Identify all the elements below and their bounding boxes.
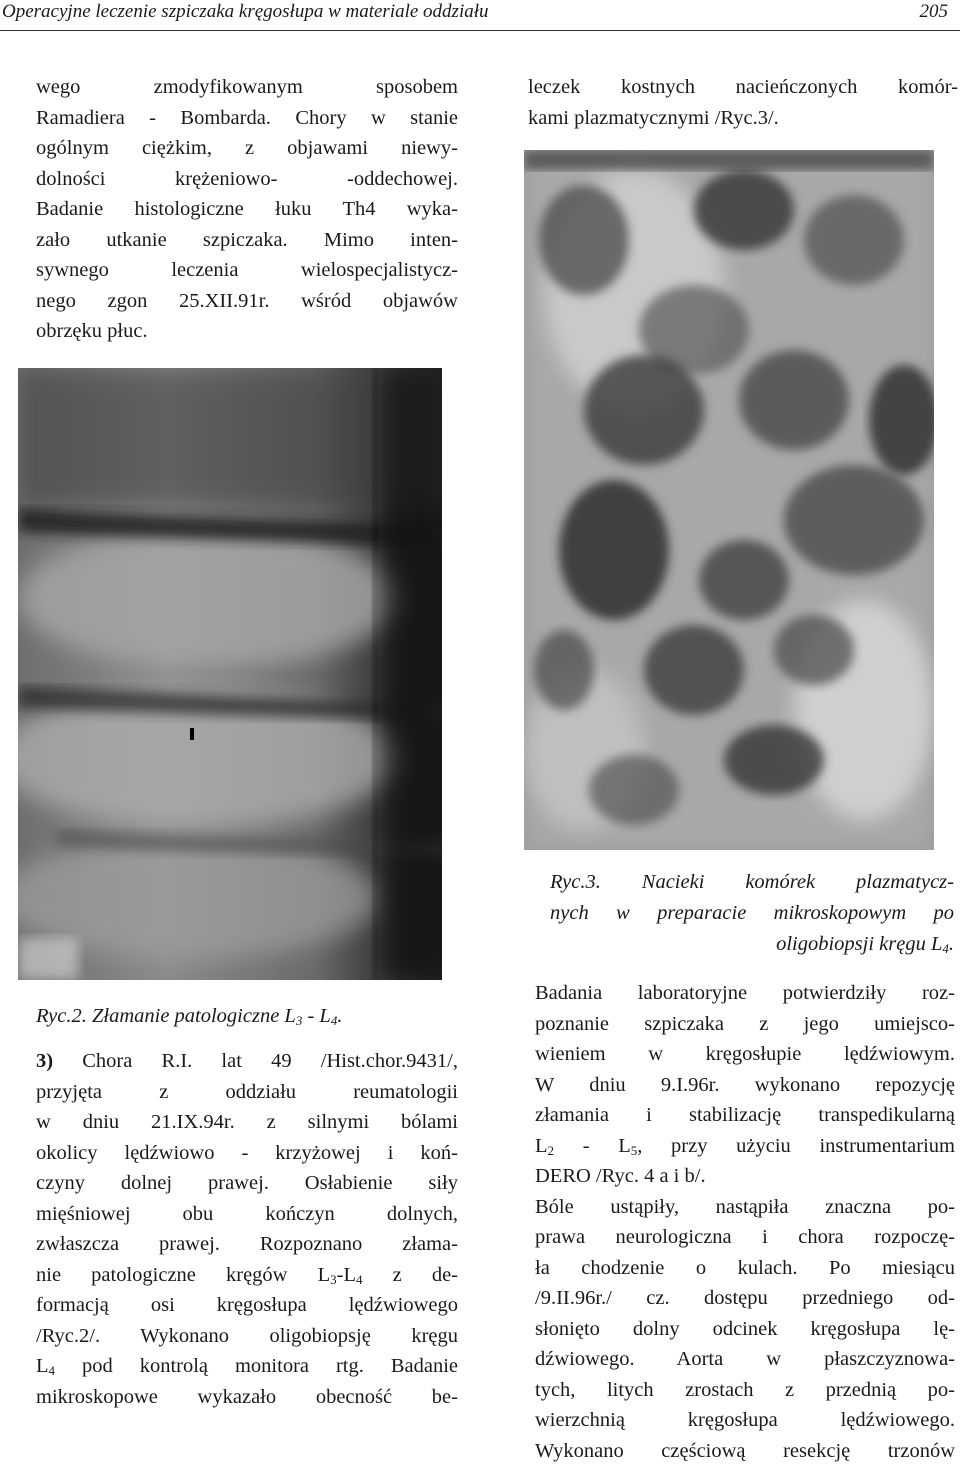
text-line: W dniu 9.I.96r. wykonano repozycję xyxy=(535,1073,955,1096)
text-line: poznanie szpiczaka z jego umiejsco- xyxy=(535,1012,955,1035)
text-line: wieniem w kręgosłupie lędźwiowym. xyxy=(535,1043,955,1065)
text-line: ła chodzenie o kulach. Po miesiącu xyxy=(535,1256,955,1279)
text-line: słonięto dolny odcinek kręgosłupa lę- xyxy=(535,1317,955,1340)
figure-2-caption xyxy=(36,1001,446,1032)
text-line: zało utkanie szpiczaka. Mimo inten- xyxy=(36,228,458,251)
text-line: kami plazmatycznymi /Ryc.3/. xyxy=(528,106,779,129)
running-title: Operacyjne leczenie szpiczaka kręgosłupa w materiale oddziału xyxy=(2,1,489,22)
text-line: $L_4$ pod kontrolą monitora rtg. Badanie xyxy=(36,1355,458,1378)
text-line: formacją osi kręgosłupa lędźwiowego xyxy=(36,1294,458,1316)
running-header xyxy=(0,0,960,31)
col2-top-paragraph xyxy=(528,72,958,133)
text-line: obrzęku płuc. xyxy=(36,320,148,342)
case-3-paragraph xyxy=(36,1046,458,1412)
text-line: Badanie histologiczne łuku Th4 wyka- xyxy=(36,198,458,220)
text-line: zwłaszcza prawej. Rozpoznano złama- xyxy=(36,1233,458,1255)
xray-photograph xyxy=(18,368,442,980)
text-line: $L_2 - L_5$, przy użyciu instrumentarium xyxy=(535,1134,955,1158)
text-line: DERO /Ryc. 4 a i b/. xyxy=(535,1165,706,1187)
text-line: okolicy lędźwiowo - krzyżowej i koń- xyxy=(36,1141,458,1164)
text-line: złamania i stabilizację transpedikularną xyxy=(535,1104,955,1126)
text-line: w dniu 21.IX.94r. z silnymi bólami xyxy=(36,1111,458,1133)
text-line: sywnego leczenia wielospecjalistycz- xyxy=(36,259,458,281)
caption-line: nych w preparacie mikroskopowym po xyxy=(550,902,954,924)
text-line: /Ryc.2/. Wykonano oligobiopsję kręgu xyxy=(36,1324,458,1347)
text-line: nego zgon 25.XII.91r. wśród objawów xyxy=(36,289,458,312)
text-line: wierzchnią kręgosłupa lędźwiowego. xyxy=(535,1409,955,1431)
text-line: dolności krężeniowo- -oddechowej. xyxy=(36,167,458,190)
text-line: Ramadiera - Bombarda. Chory w stanie xyxy=(36,106,458,129)
text-line: /9.II.96r./ cz. dostępu przedniego od- xyxy=(535,1287,955,1309)
text-line: Bóle ustąpiły, nastąpiła znaczna po- xyxy=(535,1195,955,1218)
text-line: czyny dolnej prawej. Osłabienie siły xyxy=(36,1172,458,1194)
col1-top-paragraph xyxy=(36,72,458,347)
text-line: 3) Chora R.I. lat 49 /Hist.chor.9431/, xyxy=(36,1050,458,1072)
text-line: nie patologiczne kręgów $L_3-L_4$ z de- xyxy=(36,1263,459,1287)
caption-line: Ryc.2. Złamanie patologiczne $L_3 - L_4$. xyxy=(36,1005,343,1028)
microscopy-photograph xyxy=(524,150,934,850)
text-line: dźwiowego. Aorta w płaszczyznowa- xyxy=(535,1348,955,1370)
text-line: Badania laboratoryjne potwierdziły roz- xyxy=(535,982,955,1004)
caption-line: Ryc.3. Nacieki komórek plazmatycz- xyxy=(550,871,954,893)
text-line: przyjęta z oddziału reumatologii xyxy=(36,1080,458,1103)
text-line: mięśniowej obu kończyn dolnych, xyxy=(36,1202,458,1225)
text-line: ogólnym ciężkim, z objawami niewy- xyxy=(36,137,458,159)
figure-3-caption xyxy=(550,867,954,960)
text-line: tych, litych zrostach z przednią po- xyxy=(535,1378,955,1401)
text-line: prawa neurologiczna i chora rozpoczę- xyxy=(535,1226,955,1248)
text-line: Wykonano częściową resekcję trzonów xyxy=(535,1439,955,1462)
text-line: leczek kostnych nacieńczonych komór- xyxy=(528,76,958,98)
text-line: mikroskopowe wykazało obecność be- xyxy=(36,1385,458,1408)
caption-line: oligobiopsji kręgu $L_4$. xyxy=(776,933,954,956)
col2-bottom-paragraph xyxy=(535,978,955,1466)
text-line: wego zmodyfikowanym sposobem xyxy=(36,76,458,98)
page-number: 205 xyxy=(919,1,948,22)
